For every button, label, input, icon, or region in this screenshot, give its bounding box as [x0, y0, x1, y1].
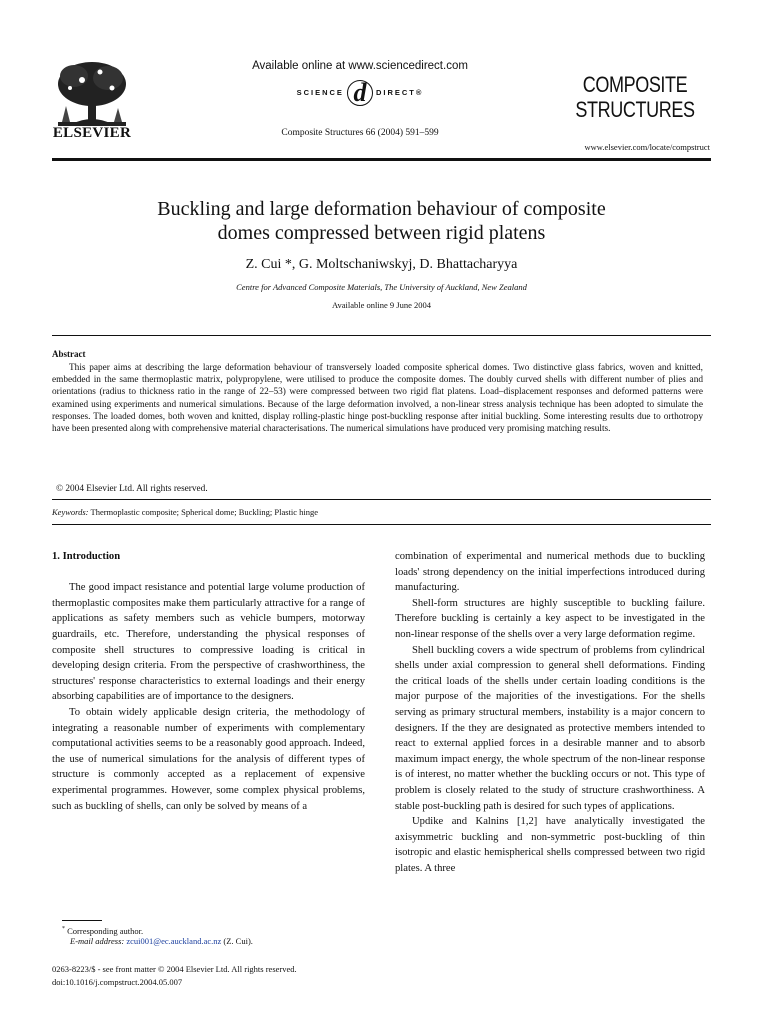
- abstract-copyright: © 2004 Elsevier Ltd. All rights reserved.: [56, 484, 208, 494]
- available-online: Available online at www.sciencedirect.com: [252, 60, 468, 72]
- keywords-divider-top: [52, 499, 711, 500]
- sd-left: SCIENCE: [296, 87, 344, 97]
- title-line1: Buckling and large deformation behaviour of composite: [157, 198, 606, 220]
- paragraph: Shell-form structures are highly susceptible to buckling failure. Therefore buckling is certainly a key aspect to be investigated in the non-linear response of the shells over a very large deformation regime.: [395, 597, 705, 640]
- keywords: [52, 507, 318, 517]
- abstract-heading: Abstract: [52, 349, 86, 359]
- section-heading: 1. Introduction: [52, 551, 121, 562]
- paragraph: The good impact resistance and potential large volume production of thermoplastic composites make them particularly attractive for a range of applications as safety members such as vehicle bumpers, motorway guardrails, etc. Therefore, understanding the physical responses of composite shell structures to compressive loading is critical in developing design criteria. From the perspective of crashworthiness, the structures' response characteristics to external loadings and their energy absorbing capabilities are of importance to the designers.: [52, 582, 365, 703]
- available-date: Available online 9 June 2004: [332, 300, 431, 310]
- journal-title-line2: STRUCTURES: [575, 97, 695, 122]
- affiliation: Centre for Advanced Composite Materials, The University of Auckland, New Zealand: [236, 282, 527, 292]
- journal-reference: Composite Structures 66 (2004) 591–599: [281, 128, 439, 138]
- article-title: [52, 197, 711, 245]
- header-divider: [52, 158, 711, 161]
- title-line2: domes compressed between rigid platens: [217, 222, 546, 244]
- doi-line: doi:10.1016/j.compstruct.2004.05.007: [52, 977, 183, 987]
- sd-right: DIRECT®: [375, 87, 424, 97]
- footnote-divider: [62, 920, 102, 921]
- paragraph: Shell buckling covers a wide spectrum of problems from cylindrical shells under axial compression to general shell deformations. Finding the critical loads of the shells under certain loading conditions is the major purpose of the majorities of the investigations. For the shells serving as primary structural members, instability is a major concern to designers. If the they are designated as protective members intended to react to external applied forces in a desirable manner and to absorb maximum impact energy, the whole spectrum of the non-linear response is of interest, no matter whether the buckling occurs or not. This type of problem is closely related to the study of structure crashworthiness. A stable post-buckling path is desired for such types of applications.: [395, 644, 705, 812]
- corresponding-text: Corresponding author.: [67, 925, 144, 936]
- email-label: E-mail address:: [70, 936, 125, 946]
- keywords-label: Keywords:: [52, 507, 89, 517]
- footnote-mark: *: [62, 926, 65, 932]
- publisher-name: ELSEVIER: [52, 125, 132, 141]
- email-suffix: (Z. Cui).: [223, 936, 253, 946]
- keywords-divider-bottom: [52, 524, 711, 525]
- email-note: [70, 936, 253, 946]
- front-matter-info: [52, 963, 297, 989]
- paragraph: To obtain widely applicable design criteria, the methodology of integrating a reasonable number of experiments with complementary computational activities seems to be a reasonably good approach. Indeed, the use of numerical simulations for the analysis of different types of structure is commonly accepted as a replacement of expensive experimental programmes. However, some complex physical problems, such as buckling of shells, can only be solved by means of a: [52, 706, 365, 812]
- authors: Z. Cui *, G. Moltschaniwskyj, D. Bhattacharyya: [245, 257, 518, 272]
- abstract-body: This paper aims at describing the large deformation behaviour of transversely loaded composite spherical domes. Two distinctive glass fabrics, woven and knitted, embedded in the same thermoplastic matrix, polypropylene, were utilised to produce the composite domes. The doubly curved shells with different number of plies and orientations (radius to thickness ratio in the range of 22–53) were compressed between two rigid flat platens. Load–displacement responses and deformed patterns were examined using experiments and numerical simulations. Because of the large deformation involved, a non-linear stress analysis technique has been adopted to simulate the responses. The loaded domes, both woven and knitted, display rolling-plastic hinge post-buckling response after initial buckling. Some interesting results due to orthotropy have been presented along with comprehensive material characterisations. The numerical simulations have produced very promising matching results.: [52, 363, 703, 435]
- paragraph-continuation: combination of experimental and numerical methods due to buckling loads' strong dependency on the initial imperfections introduced during manufacturing.: [395, 551, 705, 594]
- sciencedirect-logo: [190, 80, 530, 106]
- email-link[interactable]: zcui001@ec.auckland.ac.nz: [126, 936, 222, 946]
- abstract-divider: [52, 335, 711, 336]
- body-left-column: [52, 549, 365, 814]
- journal-title-line1: COMPOSITE: [582, 72, 688, 97]
- journal-title: [574, 72, 697, 122]
- sd-mark: d: [347, 80, 373, 106]
- body-right-column: [395, 549, 705, 876]
- elsevier-tree-icon: [52, 58, 132, 132]
- corresponding-author-note: [62, 924, 143, 937]
- paragraph: Updike and Kalnins [1,2] have analytically investigated the axisymmetric buckling and non-symmetric post-buckling of thin isotropic and elastic hemispherical shells compressed between two rigid plates. A three: [395, 816, 705, 874]
- issn-line: 0263-8223/$ - see front matter © 2004 Elsevier Ltd. All rights reserved.: [52, 964, 297, 974]
- keywords-list: Thermoplastic composite; Spherical dome; Buckling; Plastic hinge: [90, 507, 319, 517]
- journal-url: www.elsevier.com/locate/compstruct: [584, 142, 710, 152]
